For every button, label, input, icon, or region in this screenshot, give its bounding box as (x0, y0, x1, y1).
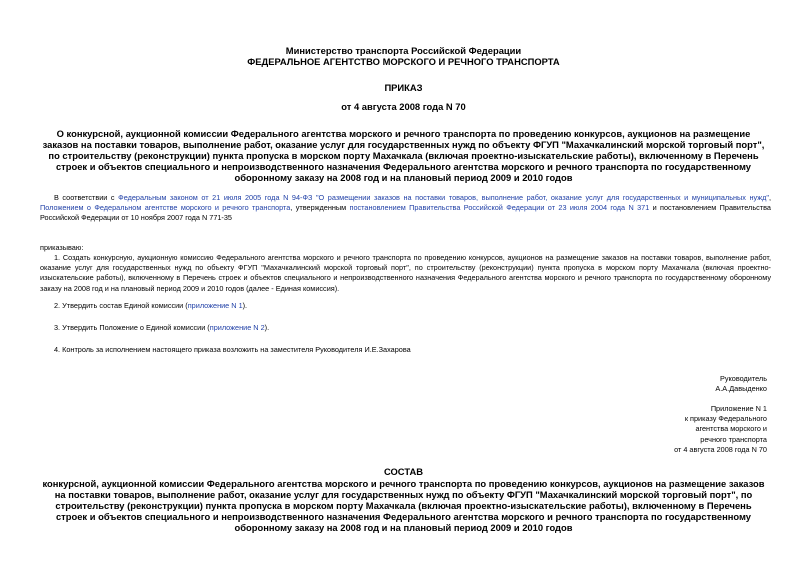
item-1: 1. Создать конкурсную, аукционную комиссию Федерального агентства морского и речного транспорта по проведению конкурсов, аукционов на размещение заказов на поставки товаров, выполнение работ, оказание услуг для государственных нужд по объекту ФГУП "Махачкалинский морской торговый порт", по строительству (реконструкции) пункта пропуска в морском порту Махачкала (включая проектно-изыскательские работы), включенному в Перечень строек и объектов специального и непроизводственного назначения Федерального агентства морского и речного транспорта по государственному оборонному заказу на 2008 год и на плановый период 2009 и 2010 годов (далее - Единая комиссия). (40, 253, 771, 293)
agency-regulation-link[interactable]: Положением о Федеральном агентстве морского и речного транспорта (40, 203, 291, 213)
appendix-line-3: агентства морского и (695, 424, 767, 434)
appendix-2-link[interactable]: приложение N 2 (209, 323, 265, 332)
order-date: от 4 августа 2008 года N 70 (341, 101, 466, 112)
order-subject: О конкурсной, аукционной комиссии Федерального агентства морского и речного транспорта по проведению конкурсов, аукционов на размещение заказов на поставки товаров, выполнение работ, оказание услуг для государственных нужд по объекту ФГУП "Махачкалинский морской торговый порт", по строительству (реконструкции) пункта пропуска в морском порту Махачкала (включая проектно-изыскательские работы), включенному в Перечень строек и объектов специального и непроизводственного назначения Федерального агентства морского и речного транспорта по государственному оборонному заказу на 2008 год и на плановый период 2009 и 2010 годов (42, 128, 765, 183)
government-resolution-link[interactable]: постановлением Правительства Российской Федерации от 23 июля 2004 года N 371 (349, 203, 650, 213)
federal-law-link[interactable]: Федеральным законом от 21 июля 2005 года N 94-ФЗ "О размещении заказов на поставки товаров, выполнение работ, оказание услуг для государственных и муниципальных нужд" (118, 193, 769, 202)
basis-text-2: , (768, 193, 772, 202)
basis-text-1: В соответствии с (54, 193, 119, 202)
basis-text-4: и постановлением Правительства Российской Федерации от 10 ноября 2007 года N 771-35 (40, 203, 771, 223)
appendix-1-link[interactable]: приложение N 1 (187, 301, 243, 310)
appendix-line-4: речного транспорта (700, 434, 767, 444)
appendix-line-1: Приложение N 1 (710, 404, 767, 413)
appendix-line-5: от 4 августа 2008 года N 70 (674, 444, 767, 454)
signature-name: А.А.Давыденко (715, 384, 767, 394)
order-label: ПРИКАЗ (384, 82, 423, 93)
item-3 (40, 323, 771, 333)
item-4: 4. Контроль за исполнением настоящего приказа возложить на заместителя Руководителя И.Е.Захарова (54, 345, 411, 354)
item-2-end: ). (242, 301, 248, 310)
item-2 (40, 301, 771, 311)
composition-title: СОСТАВ (383, 466, 424, 477)
document-header (0, 45, 807, 67)
ministry-name: Министерство транспорта Российской Федерации (285, 45, 522, 56)
appendix-header (674, 404, 767, 455)
signature-block (715, 374, 767, 394)
appendix-line-2: к приказу Федерального (684, 414, 767, 424)
composition-subject: конкурсной, аукционной комиссии Федерального агентства морского и речного транспорта по проведению конкурсов, аукционов на размещение заказов на поставки товаров, выполнение работ, оказание услуг для государственных нужд по объекту ФГУП "Махачкалинский морской торговый порт", по строительству (реконструкции) пункта пропуска в морском порту Махачкала (включая проектно-изыскательские работы), включенному в Перечень строек и объектов специального и непроизводственного назначения Федерального агентства морского и речного транспорта по государственному оборонному заказу на 2008 год и на плановый период 2009 и 2010 годов (42, 478, 765, 533)
agency-name: ФЕДЕРАЛЬНОЕ АГЕНТСТВО МОРСКОГО И РЕЧНОГО ТРАНСПОРТА (247, 56, 560, 67)
basis-text-3: , утвержденным (290, 203, 350, 213)
item-2-text: 2. Утвердить состав Единой комиссии ( (54, 301, 188, 310)
item-3-text: 3. Утвердить Положение о Единой комиссии ( (54, 323, 210, 332)
order-word: приказываю: (40, 243, 84, 252)
basis-paragraph (40, 193, 771, 224)
item-3-end: ). (264, 323, 270, 332)
signature-title: Руководитель (719, 374, 767, 383)
